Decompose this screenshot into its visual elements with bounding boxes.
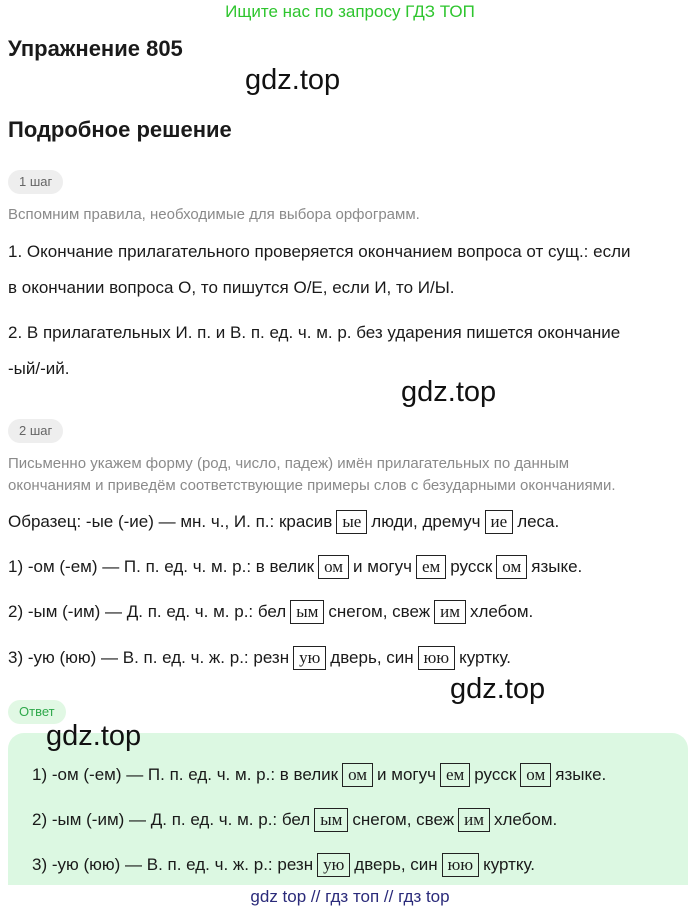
- ending-box: ую: [293, 646, 326, 670]
- ending-box: ые: [336, 510, 367, 534]
- ending-box: ем: [416, 555, 446, 579]
- answer-line-2: [32, 808, 557, 833]
- answer-text: дверь, син: [354, 855, 438, 874]
- example-text: снегом, свеж: [328, 602, 431, 621]
- watermark: gdz.top: [401, 376, 497, 408]
- rule-2-line-1: 2. В прилагательных И. п. и В. п. ед. ч. м. р. без ударения пишется окончание: [8, 323, 621, 342]
- answer-badge: Ответ: [8, 700, 66, 724]
- step-1-badge: 1 шаг: [8, 170, 63, 194]
- answer-text: языке.: [555, 765, 607, 784]
- example-text: 3) -ую (юю) — В. п. ед. ч. ж. р.: резн: [8, 648, 290, 667]
- ending-box: им: [434, 600, 466, 624]
- example-text: куртку.: [459, 648, 512, 667]
- answer-text: 3) -ую (юю) — В. п. ед. ч. ж. р.: резн: [32, 855, 314, 874]
- example-text: хлебом.: [470, 602, 534, 621]
- step-2-badge: 2 шаг: [8, 419, 63, 443]
- watermark: gdz.top: [245, 64, 341, 96]
- sample-suffix: леса.: [517, 512, 560, 531]
- example-text: языке.: [531, 557, 583, 576]
- answer-text: русск: [474, 765, 517, 784]
- ending-box: ом: [520, 763, 551, 787]
- sample-mid: люди, дремуч: [371, 512, 481, 531]
- example-line-2: [8, 600, 533, 625]
- rule-1-line-2: в окончании вопроса О, то пишутся О/Е, если И, то И/Ы.: [8, 278, 455, 297]
- search-banner: Ищите нас по запросу ГДЗ ТОП: [225, 2, 475, 21]
- answer-text: 2) -ым (-им) — Д. п. ед. ч. м. р.: бел: [32, 810, 311, 829]
- ending-box: им: [458, 808, 490, 832]
- footer-watermark: gdz top // гдз топ // гдз top: [250, 887, 450, 906]
- answer-line-3: [32, 853, 535, 878]
- ending-box: ом: [342, 763, 373, 787]
- example-text: и могуч: [353, 557, 412, 576]
- example-text: русск: [450, 557, 493, 576]
- step-2-intro-line-2: окончаниям и приведём соответствующие примеры слов с безударными окончаниями.: [8, 477, 616, 494]
- ending-box: ие: [485, 510, 514, 534]
- ending-box: ом: [496, 555, 527, 579]
- sample-line: [8, 510, 559, 535]
- watermark: gdz.top: [450, 673, 546, 705]
- ending-box: ем: [440, 763, 470, 787]
- rule-1-line-1: 1. Окончание прилагательного проверяется окончанием вопроса от сущ.: если: [8, 242, 631, 261]
- ending-box: юю: [418, 646, 455, 670]
- sample-prefix: Образец: -ые (-ие) — мн. ч., И. п.: красив: [8, 512, 333, 531]
- step-1-intro: Вспомним правила, необходимые для выбора орфограмм.: [8, 206, 420, 223]
- example-text: 1) -ом (-ем) — П. п. ед. ч. м. р.: в велик: [8, 557, 315, 576]
- answer-text: и могуч: [377, 765, 436, 784]
- example-line-1: [8, 555, 582, 580]
- ending-box: ом: [318, 555, 349, 579]
- rule-2-line-2: -ый/-ий.: [8, 359, 70, 378]
- page-title: Упражнение 805: [8, 36, 183, 61]
- answer-text: 1) -ом (-ем) — П. п. ед. ч. м. р.: в велик: [32, 765, 339, 784]
- watermark: gdz.top: [46, 720, 142, 752]
- example-text: 2) -ым (-им) — Д. п. ед. ч. м. р.: бел: [8, 602, 287, 621]
- ending-box: ым: [314, 808, 348, 832]
- example-text: дверь, син: [330, 648, 414, 667]
- ending-box: ую: [317, 853, 350, 877]
- section-title: Подробное решение: [8, 117, 232, 142]
- answer-text: хлебом.: [494, 810, 558, 829]
- ending-box: ым: [290, 600, 324, 624]
- ending-box: юю: [442, 853, 479, 877]
- answer-line-1: [32, 763, 606, 788]
- step-2-intro-line-1: Письменно укажем форму (род, число, падеж) имён прилагательных по данным: [8, 455, 570, 472]
- answer-text: снегом, свеж: [352, 810, 455, 829]
- answer-text: куртку.: [483, 855, 536, 874]
- example-line-3: [8, 646, 511, 671]
